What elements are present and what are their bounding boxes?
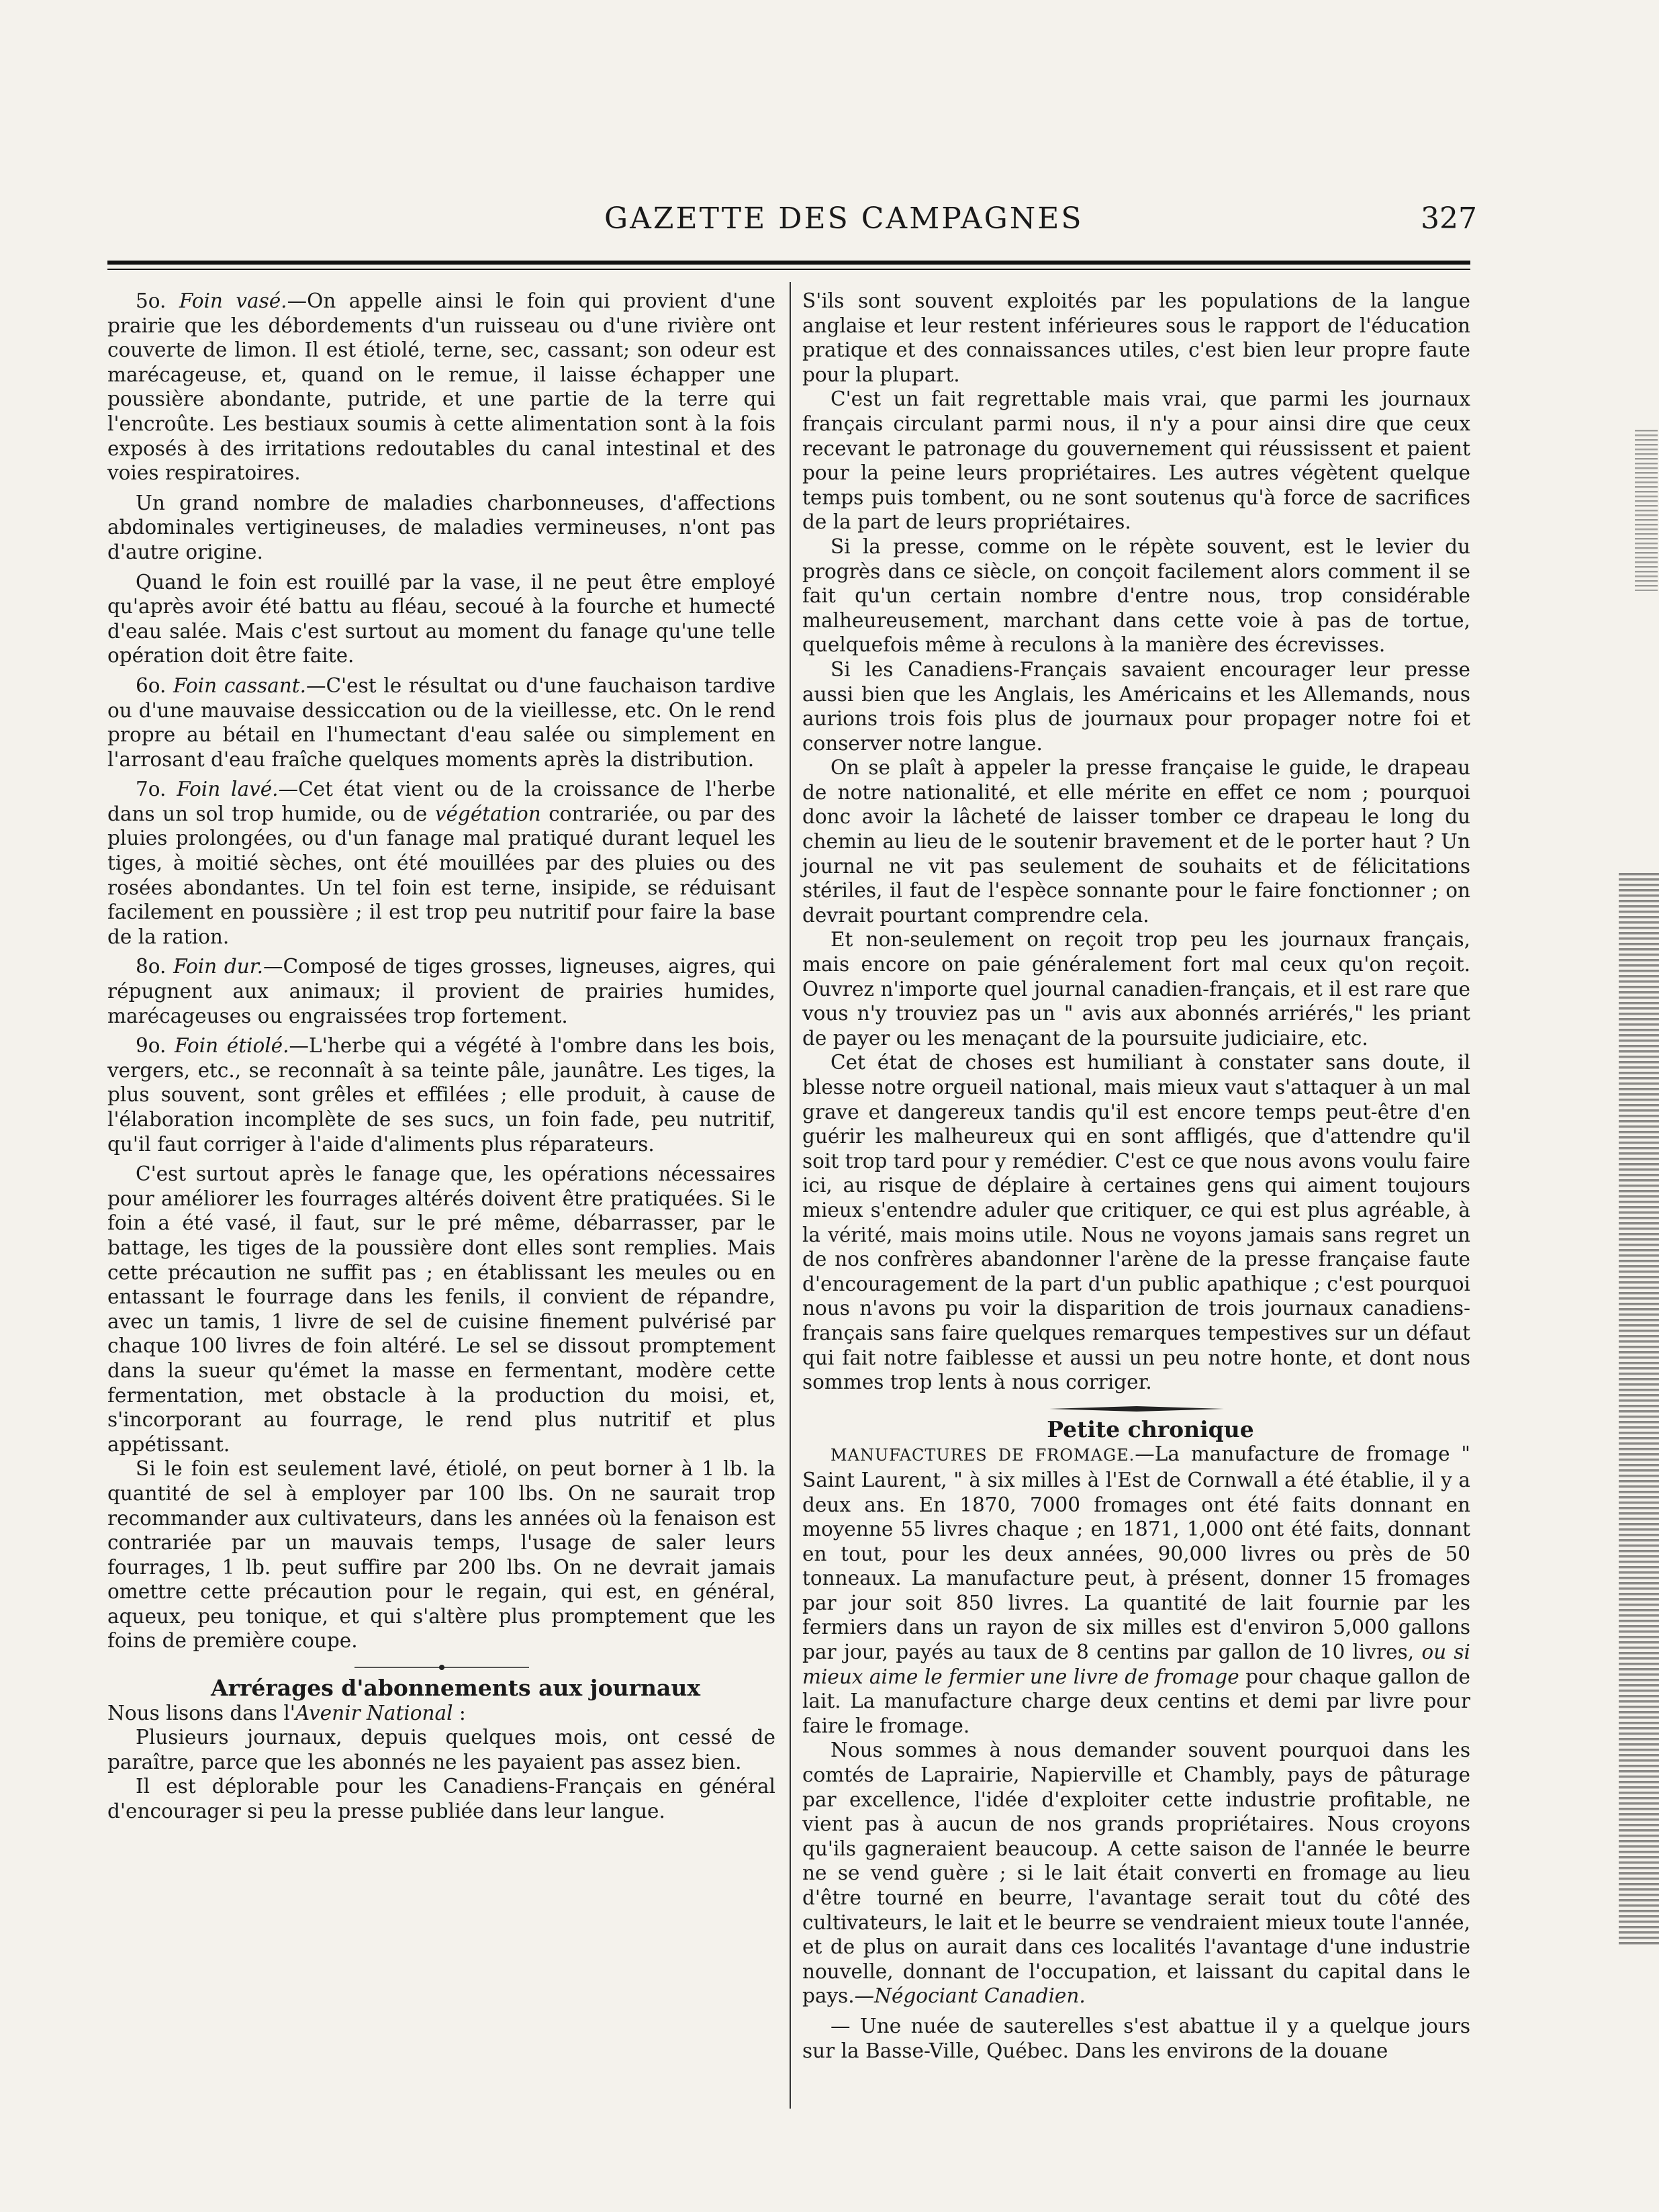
paragraph: Un grand nombre de maladies charbonneuses, d'affections abdominales vertigineuses, de maladies vermineuses, n'ont pas d'autre origine. xyxy=(107,491,775,563)
paragraph: Cet état de choses est humiliant à constater sans doute, il blesse notre orgueil national, mais mieux vaut s'attaquer à un mal grave et dangereux tandis qu'il est encore temps peut-être d'en guérir les malheureux qui en sont affligés, que d'attendre qu'il soit trop tard pour y remédier. C'est ce que nous avons voulu faire ici, au risque de déplaire à certaines gens qui aiment toujours mieux s'entendre aduler que critiquer, ce qui est plus agréable, à la vérité, mais moins utile. Nous ne voyons jamais sans regret un de nos confrères abandonner l'arène de la presse française faute d'encouragement de la part d'un public apathique ; c'est pourquoi nous n'avons pu voir la disparition de trois journaux canadiens-français sans faire quelques remarques tempestives sur un défaut qui fait notre faiblesse et aussi un peu notre honte, et dont nous sommes trop lents à nous corriger. xyxy=(802,1051,1470,1394)
source-line xyxy=(107,1701,775,1726)
chronique-text: pour chaque gallon de lait. La manufacture charge deux centins et demi par livre pour faire le fromage. xyxy=(802,1665,1471,1737)
item-number: 8o. xyxy=(136,955,167,978)
right-column xyxy=(802,289,1470,2063)
item-text: —C'est le résultat ou d'une fauchaison tardive ou d'une mauvaise dessiccation ou de la vieillesse, etc. On le rend propre au bétail en l'humectant d'eau salée ou simplement en l'arrosant d'eau fraîche quelques moments après la distribution. xyxy=(107,674,775,771)
item-foin-etiole xyxy=(107,1033,775,1156)
paragraph: C'est surtout après le fanage que, les opérations nécessaires pour améliorer les fourrages altérés doivent être pratiquées. Si le foin a été vasé, il faut, sur le pré même, débarrasser, par le battage, les tiges de la poussière dont elles sont remplies. Mais cette précaution ne suffit pas ; en établissant les meules ou en entassant le fourrage dans les fenils, il convient de répandre, avec un tamis, 1 livre de sel de cuisine finement pulvérisé par chaque 100 livres de foin altéré. Le sel se dissout promptement dans la sueur qu'émet la masse en fermentant, modère cette fermentation, met obstacle à la production du moisi, et, s'incorporant au fourrage, le rend plus nutritif et plus appétissant. xyxy=(107,1162,775,1456)
item-term-inline: végétation xyxy=(434,802,541,825)
chronique-fromage xyxy=(802,1442,1470,1738)
item-number: 9o. xyxy=(136,1034,167,1058)
chronique-source: —Négociant Canadien. xyxy=(854,1984,1086,2008)
column-divider xyxy=(790,282,791,2109)
scan-edge-artifact xyxy=(1619,873,1659,1947)
item-text: —Composé de tiges grosses, ligneuses, aigres, qui répugnent aux animaux; il provient de prairies humides, marécageuses ou engraissées trop fortement. xyxy=(107,955,775,1027)
page-number: 327 xyxy=(1421,201,1477,236)
item-text: contrariée, ou par des pluies prolongées, ou d'un fanage mal pratiqué durant lequel les tiges, à moitié sèches, ont été mouillées par des pluies ou des rosées abondantes. Un tel foin est terne, insipide, se réduisant facilement en poussière ; il est trop peu nutritif pour faire la base de la ration. xyxy=(107,802,775,948)
paragraph: C'est un fait regrettable mais vrai, que parmi les journaux français circulant parmi nous, il n'y a pour ainsi dire que ceux recevant le patronage du gouvernement qui réussissent et paient pour la peine leurs propriétaires. Les autres végètent quelque temps puis tombent, ou ne sont soutenus qu'à force de sacrifices de la part de leurs propriétaires. xyxy=(802,387,1470,534)
item-term: Foin étiolé. xyxy=(175,1034,289,1058)
item-term: Foin vasé. xyxy=(179,289,287,312)
header-rule-thick xyxy=(107,261,1470,265)
chronique-text-italic: ou si mieux aime le fermier une livre de fromage xyxy=(802,1641,1470,1688)
section-heading-chronique: Petite chronique xyxy=(1047,1416,1254,1442)
section-heading-arrerages: Arrérages d'abonnements aux journaux xyxy=(210,1675,701,1702)
paragraph: Si les Canadiens-Français savaient encourager leur presse aussi bien que les Anglais, les Américains et les Allemands, nous aurions trois fois plus de journaux pour propager notre foi et conserver notre langue. xyxy=(802,657,1470,755)
chronique-paragraph: — Une nuée de sauterelles s'est abattue il y a quelque jours sur la Basse-Ville, Québec. Dans les environs de la douane xyxy=(802,2014,1470,2062)
item-foin-lave xyxy=(107,777,775,949)
header-rule-thin xyxy=(107,269,1470,270)
masthead-title: GAZETTE DES CAMPAGNES xyxy=(604,201,1084,236)
left-column xyxy=(107,289,775,1824)
scan-edge-artifact xyxy=(1635,430,1658,591)
item-text: —On appelle ainsi le foin qui provient d'une prairie que les débordements d'un ruisseau ou d'une rivière ont couverte de limon. Il est étiolé, terne, sec, cassant; son odeur est marécageuse, et, quand on le remue, il laisse échapper une poussière abondante, putride, et une partie de la terre qui l'encroûte. Les bestiaux soumis à cette alimentation sont à la fois exposés à des irritations redoutables du canal intestinal et des voies respiratoires. xyxy=(107,289,775,485)
chronique-paragraph xyxy=(802,1738,1470,2009)
paragraph: Quand le foin est rouillé par la vase, il ne peut être employé qu'après avoir été battu au fléau, secoué à la fourche et humecté d'eau salée. Mais c'est surtout au moment du fanage qu'une telle opération doit être faite. xyxy=(107,570,775,667)
item-term: Foin lavé. xyxy=(177,778,279,801)
item-foin-dur xyxy=(107,954,775,1028)
item-term: Foin cassant. xyxy=(173,674,306,697)
section-ornament xyxy=(354,1664,529,1671)
paragraph: Si la presse, comme on le répète souvent, est le levier du progrès dans ce siècle, on conçoit facilement alors comment il se fait qu'un certain nombre d'entre nous, trop considérable malheureusement, marchant dans cette voie à pas de tortue, quelquefois même à reculons à la manière des écrevisses. xyxy=(802,535,1470,657)
page-header xyxy=(107,201,1477,242)
chronique-text: Nous sommes à nous demander souvent pourquoi dans les comtés de Laprairie, Napierville et Chambly, pays de pâturage par excellence, l'idée d'exploiter cette industrie profitable, ne vient pas à aucun de nos grands propriétaires. Nous croyons qu'ils gagneraient beaucoup. A cette saison de l'année le beurre ne se vend guère ; si le lait était converti en fromage au lieu d'être tourné en beurre, l'avantage serait tout du côté des cultivateurs, le lait et le beurre se vendraient mieux toute l'année, et de plus on aurait dans ces localités l'avantage d'une industrie nouvelle, donnant de l'occupation, et laissant du capital dans le pays. xyxy=(802,1739,1470,2008)
paragraph: Plusieurs journaux, depuis quelques mois, ont cessé de paraître, parce que les abonnés ne les payaient pas assez bien. xyxy=(107,1726,775,1773)
item-number: 7o. xyxy=(136,778,167,801)
chronique-label: MANUFACTURES DE FROMAGE. xyxy=(831,1446,1135,1465)
source-lead: Nous lisons dans l' xyxy=(107,1701,295,1724)
section-ornament xyxy=(1049,1405,1224,1412)
paragraph: Il est déplorable pour les Canadiens-Français en général d'encourager si peu la presse publiée dans leur langue. xyxy=(107,1775,775,1823)
paragraph: Et non-seulement on reçoit trop peu les journaux français, mais encore on paie généralement fort mal ceux qu'on reçoit. Ouvrez n'importe quel journal canadien-français, et il est rare que vous n'y trouviez pas un " avis aux abonnés arriérés," les priant de payer ou les menaçant de la poursuite judiciaire, etc. xyxy=(802,928,1470,1050)
item-foin-cassant xyxy=(107,674,775,772)
chronique-text: —La manufacture de fromage " Saint Laurent, " à six milles à l'Est de Cornwall a été établie, il y a deux ans. En 1870, 7000 fromages ont été faits donnant en moyenne 55 livres chaque ; en 1871, 1,000 ont été faits, donnant en tout, pour les deux années, 90,000 livres ou près de 50 tonneaux. La manufacture peut, à présent, donner 15 fromages par jour soit 850 livres. La quantité de lait fournie par les fermiers dans un rayon de six milles est d'environ 5,000 gallons par jour, payés au taux de 8 centins par gallon de 10 livres, xyxy=(802,1442,1470,1664)
paragraph: Si le foin est seulement lavé, étiolé, on peut borner à 1 lb. la quantité de sel à employer par 100 lbs. On ne saurait trop recommander aux cultivateurs, dans les années où la fenaison est contrariée par un mauvais temps, l'usage de saler leurs fourrages, 1 lb. peut suffire par 200 lbs. On ne devrait jamais omettre cette précaution pour le regain, qui est, en général, aqueux, peu tonique, et qui s'altère plus promptement que les foins de première coupe. xyxy=(107,1457,775,1653)
source-title: Avenir National xyxy=(295,1701,453,1724)
item-number: 6o. xyxy=(136,674,167,697)
paragraph: S'ils sont souvent exploités par les populations de la langue anglaise et leur restent inférieures sous le rapport de l'éducation pratique et des connaissances utiles, c'est bien leur propre faute pour la plupart. xyxy=(802,289,1470,386)
item-foin-vase xyxy=(107,289,775,486)
paragraph: On se plaît à appeler la presse française le guide, le drapeau de notre nationalité, et elle mérite en effet ce nom ; pourquoi donc avoir la lâcheté de laisser tomber ce drapeau le long du chemin au lieu de le soutenir bravement et de le porter haut ? Un journal ne vit pas seulement de souhaits et de félicitations stériles, il faut de l'espèce sonnante pour le faire fonctionner ; on devrait pourtant comprendre cela. xyxy=(802,756,1470,927)
item-text: —Cet état vient ou de la croissance de l'herbe dans un sol trop humide, ou de xyxy=(107,778,775,825)
source-colon: : xyxy=(453,1701,466,1724)
item-number: 5o. xyxy=(136,289,167,312)
item-text: —L'herbe qui a végété à l'ombre dans les bois, vergers, etc., se reconnaît à sa teinte pâle, jaunâtre. Les tiges, la plus souvent, sont grêles et effilées ; elle produit, à cause de l'élaboration incomplète de ses sucs, un foin fade, peu nutritif, qu'il faut corriger à l'aide d'aliments plus réparateurs. xyxy=(107,1034,775,1156)
item-term: Foin dur. xyxy=(173,955,263,978)
